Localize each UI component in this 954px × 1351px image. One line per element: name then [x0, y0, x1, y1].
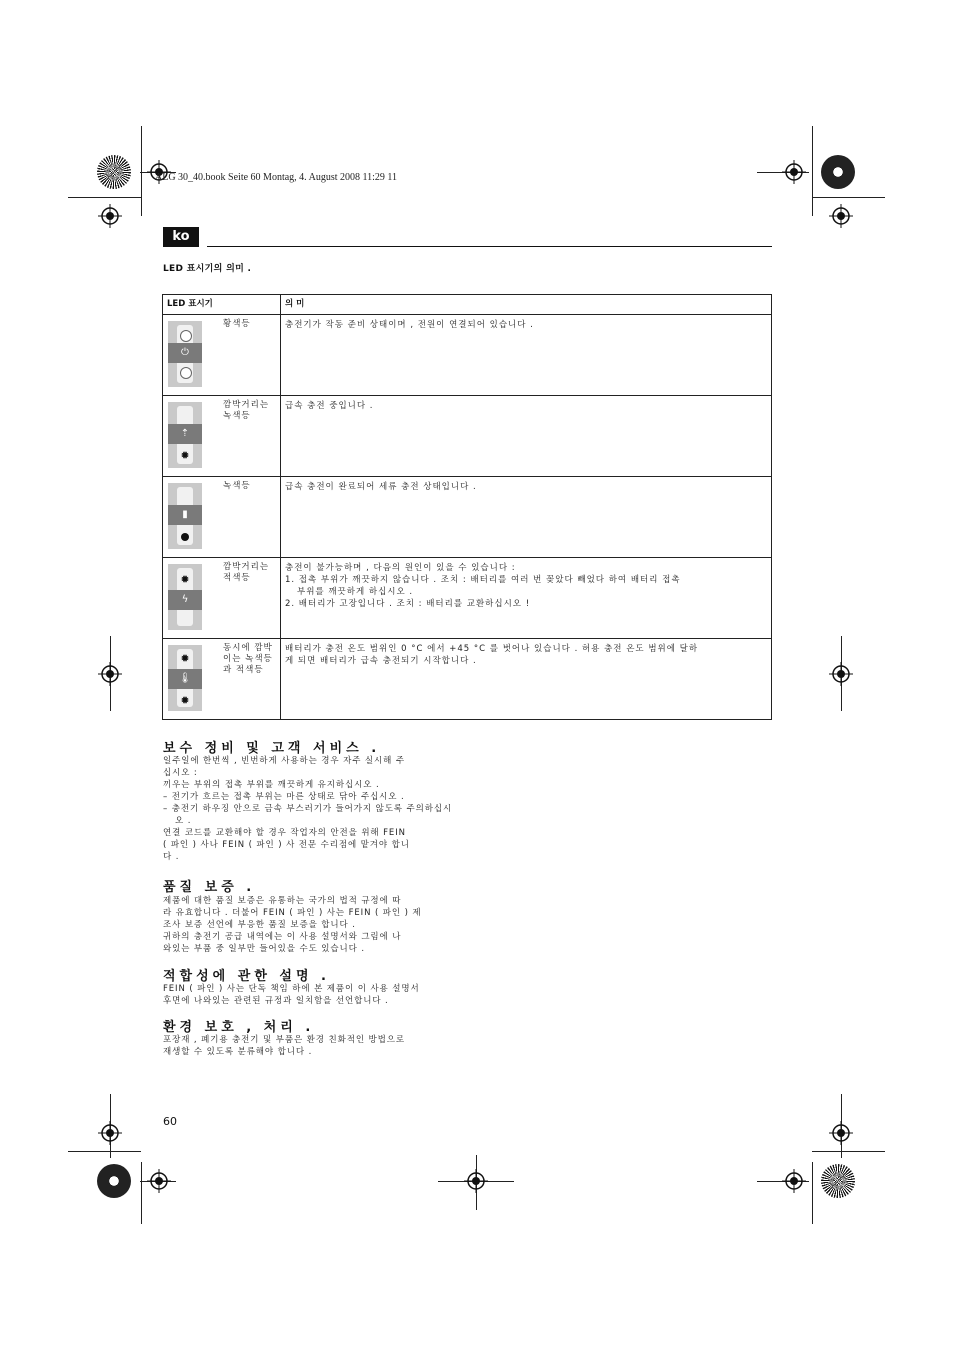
conformity-text: FEIN ( 파인 ) 사는 단독 책임 하에 본 제품이 이 사용 설명서 후면에 나와있는 관련된 규정과 일치함을 선언합니다 .: [163, 984, 420, 1006]
table-header-row: [163, 295, 772, 315]
table-row: [163, 315, 772, 396]
header-rule: [207, 246, 772, 247]
registration-mark-icon: [98, 662, 122, 686]
list-item: – 충전기 하우징 안으로 금속 부스러기가 들어가지 않도록 주의하십시오 .: [163, 804, 453, 826]
section-title-environment: 환경 보호 , 처리 .: [163, 1020, 315, 1035]
led-label: 깜박거리는 녹색등: [223, 400, 270, 421]
power-led-icon: ⏻: [168, 321, 202, 387]
led-meaning: 충전이 불가능하며 , 다음의 원인이 있을 수 있습니다 : 1. 접촉 부위가 깨끗하지 않습니다 . 조치 : 배터리를 여러 번 꽂았다 빼었다 하여 배터리 접촉 부위를 깨끗하게 하십시오 . 2. 배터리가 고장입니다 . 조치 : 배터리를 교환하십시오 !: [281, 558, 772, 639]
column-header-meaning: 의 미: [281, 295, 772, 315]
led-meaning: 충전기가 작동 준비 상태이며 , 전원이 연결되어 있습니다 .: [281, 315, 772, 396]
starburst-mark-icon: [821, 1164, 855, 1198]
page-number: 60: [163, 1115, 177, 1128]
starburst-mark-icon: [821, 155, 855, 189]
led-label: 동시에 깜박이는 녹색등과 적색등: [223, 643, 273, 675]
table-row: [163, 639, 772, 720]
registration-mark-icon: [98, 204, 122, 228]
led-meaning: 급속 충전이 완료되어 세류 충전 상태입니다 .: [281, 477, 772, 558]
section-title-maintenance: 보수 정비 및 고객 서비스 .: [163, 741, 381, 756]
led-meaning-heading: LED 표시기의 의미 .: [163, 264, 252, 274]
registration-mark-icon: [829, 1121, 853, 1145]
environment-text: 포장재 , 폐기용 충전기 및 부품은 환경 친화적인 방법으로 재생할 수 있도록 분류해야 합니다 .: [163, 1035, 405, 1057]
table-row: [163, 558, 772, 639]
list-item: – 전기가 흐르는 접촉 부위는 마른 상태로 닦아 주십시오 .: [163, 792, 405, 802]
led-table: [162, 294, 772, 720]
file-info-line: ALG 30_40.book Seite 60 Montag, 4. August 2008 11:29 11: [155, 172, 398, 183]
registration-mark-icon: [98, 1121, 122, 1145]
registration-mark-icon: [829, 662, 853, 686]
led-meaning: 배터리가 충전 온도 범위인 0 °C 에서 +45 °C 를 벗어나 있습니다 . 허용 충전 온도 범위에 달하 게 되면 배터리가 급속 충전되기 시작합니다 .: [281, 639, 772, 720]
battery-full-led-icon: ▮: [168, 483, 202, 549]
column-header-led: LED 표시기: [163, 295, 281, 315]
registration-mark-icon: [464, 1169, 488, 1193]
error-led-icon: ✹ ϟ: [168, 564, 202, 630]
table-row: [163, 477, 772, 558]
registration-mark-icon: [829, 204, 853, 228]
registration-mark-icon: [147, 1169, 171, 1193]
fast-charge-led-icon: ⇡ ✹: [168, 402, 202, 468]
starburst-mark-icon: [97, 1164, 131, 1198]
warranty-text: 제품에 대한 품질 보증은 유통하는 국가의 법적 규정에 따 라 유효합니다 . 더불어 FEIN ( 파인 ) 사는 FEIN ( 파인 ) 제 조사 보증 선언에 부응한 품질 보증을 합니다 . 귀하의 충전기 공급 내역에는 이 사용 설명서와 그림에 나 와있는 부품 중 일부만 들어있을 수도 있습니다 .: [163, 896, 422, 954]
language-badge: ko: [163, 227, 199, 247]
led-meaning: 급속 충전 중입니다 .: [281, 396, 772, 477]
led-label: 황색등: [223, 319, 251, 329]
registration-mark-icon: [782, 160, 806, 184]
temperature-led-icon: ✹ 🌡 ✹: [168, 645, 202, 711]
led-label: 녹색등: [223, 481, 251, 491]
section-title-warranty: 품질 보증 .: [163, 880, 256, 895]
table-row: [163, 396, 772, 477]
starburst-mark-icon: [97, 155, 131, 189]
section-title-conformity: 적합성에 관한 설명 .: [163, 969, 330, 984]
led-label: 깜박거리는적색등: [223, 562, 270, 583]
registration-mark-icon: [782, 1169, 806, 1193]
maintenance-text: 일주일에 한번씩 , 빈번하게 사용하는 경우 자주 실시해 주 십시오 : 끼우는 부위의 접촉 부위를 깨끗하게 유지하십시오 . – 전기가 흐르는 접촉 부위는 마른 상태로 닦아 주십시오 . – 충전기 하우징 안으로 금속 부스러기가 들어가지 않도록 주의하십시오 . 연결 코드를 교환해야 할 경우 작업자의 안전을 위해 FEIN ( 파인 ) 사나 FEIN ( 파인 ) 사 전문 수리점에 맡겨야 합니 다 .: [163, 755, 459, 863]
